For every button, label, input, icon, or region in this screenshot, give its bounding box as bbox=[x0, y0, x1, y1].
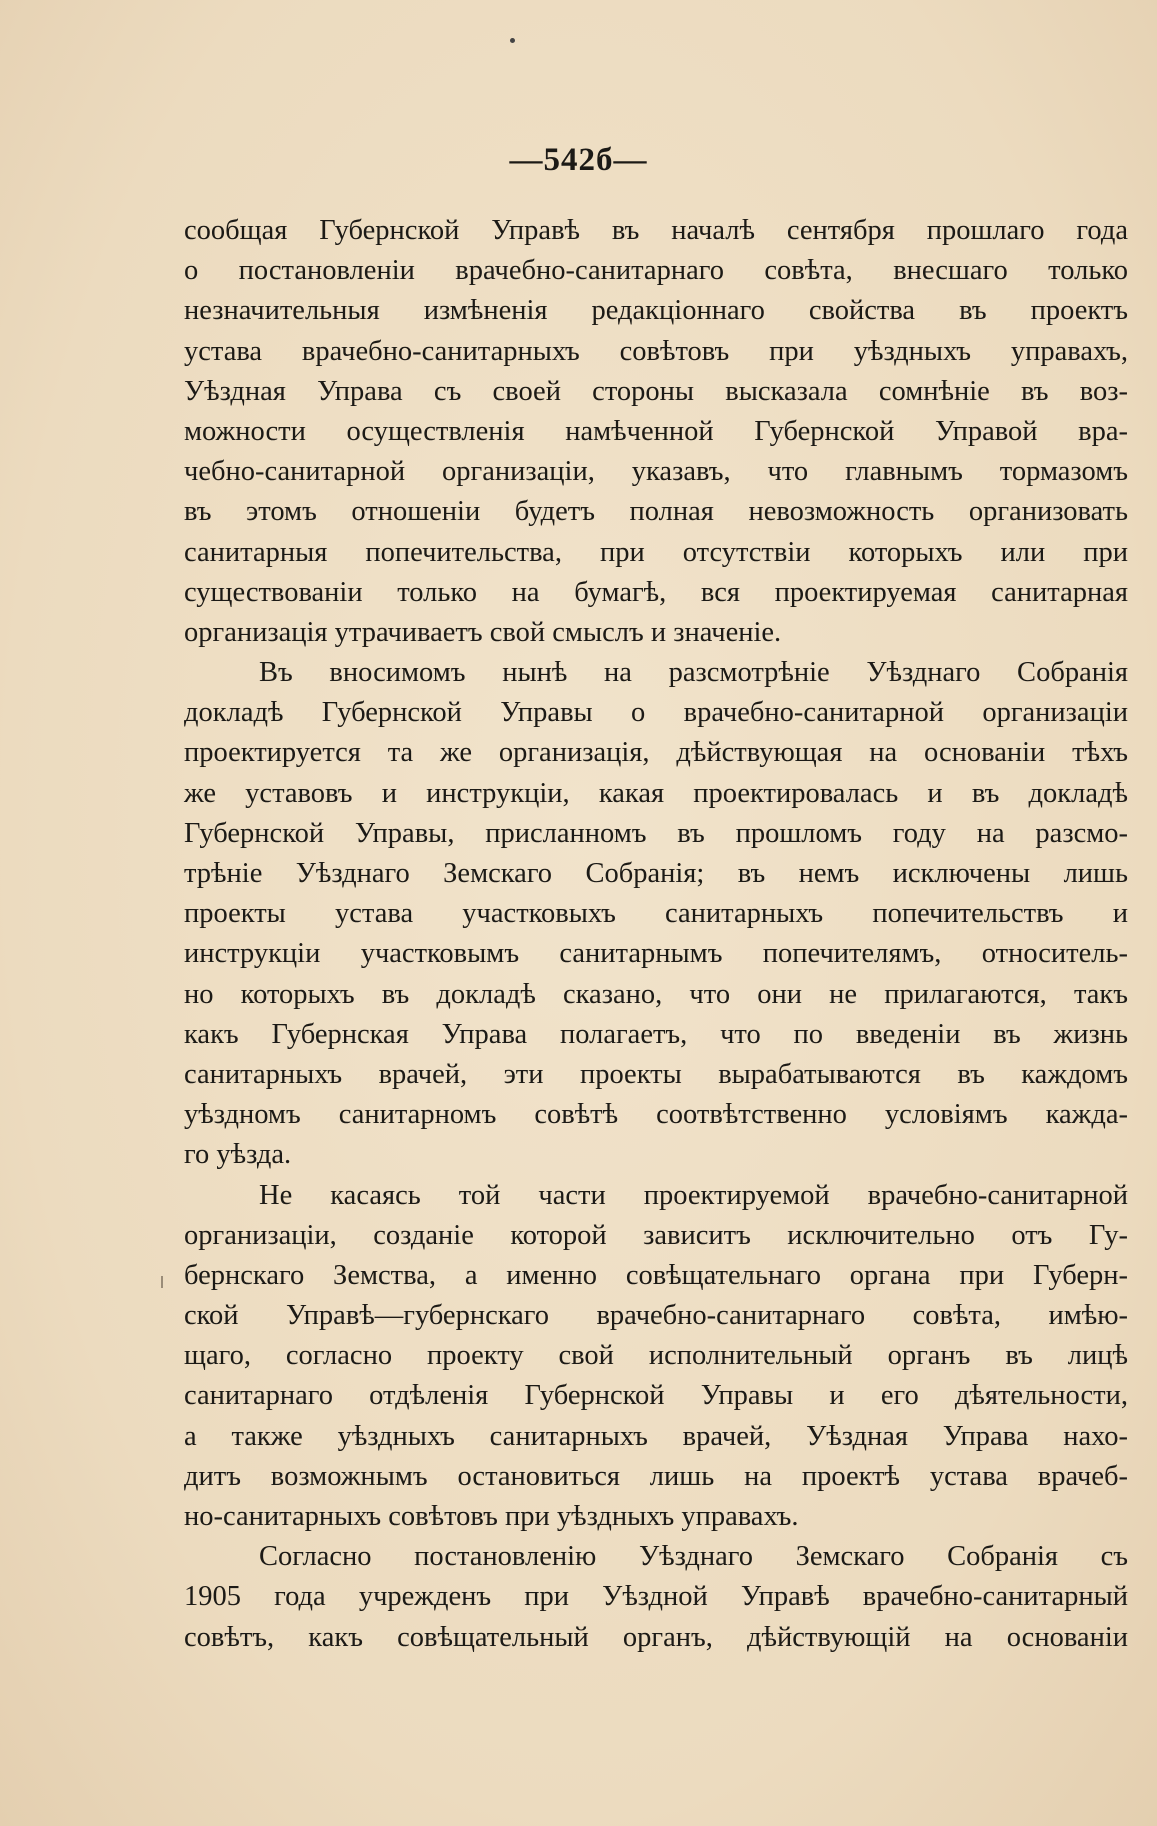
text-line: незначительныя измѣненія редакціоннаго свойства въ проектъ bbox=[184, 295, 1128, 327]
ink-dot bbox=[510, 38, 515, 43]
text-line: въ этомъ отношеніи будетъ полная невозможность организовать bbox=[184, 496, 1128, 528]
text-line: санитарныхъ врачей, эти проекты вырабатываются въ каждомъ bbox=[184, 1058, 1128, 1090]
text-line: чебно-санитарной организаціи, указавъ, что главнымъ тормазомъ bbox=[184, 456, 1128, 488]
text-line: можности осуществленія намѣченной Губернской Управой вра- bbox=[184, 415, 1128, 447]
text-line: сообщая Губернской Управѣ въ началѣ сентября прошлаго года bbox=[184, 215, 1128, 246]
text-line: бернскаго Земства, а именно совѣщательнаго органа при Губерн- bbox=[184, 1259, 1128, 1291]
text-line: какъ Губернская Управа полагаетъ, что по введеніи въ жизнь bbox=[184, 1018, 1128, 1050]
text-line: 1905 года учрежденъ при Уѣздной Управѣ врачебно-санитарный bbox=[184, 1581, 1128, 1613]
text-line: го уѣзда. bbox=[184, 1139, 292, 1171]
text-line: а также уѣздныхъ санитарныхъ врачей, Уѣздная Управа нахо- bbox=[184, 1420, 1128, 1452]
text-line: щаго, согласно проекту свой исполнительный органъ въ лицѣ bbox=[184, 1340, 1128, 1372]
text-line: же уставовъ и инструкціи, какая проектировалась и въ докладѣ bbox=[184, 777, 1128, 809]
text-line: совѣтъ, какъ совѣщательный органъ, дѣйствующій на основаніи bbox=[184, 1621, 1128, 1653]
text-line: уѣздномъ санитарномъ совѣтѣ соотвѣтственно условіямъ кажда- bbox=[184, 1099, 1128, 1131]
text-line: организація утрачиваетъ свой смыслъ и значеніе. bbox=[184, 616, 782, 648]
text-line: ской Управѣ—губернскаго врачебно-санитарнаго совѣта, имѣю- bbox=[184, 1300, 1128, 1332]
body-text bbox=[184, 211, 1128, 1658]
text-line: докладѣ Губернской Управы о врачебно-санитарной организаціи bbox=[184, 697, 1128, 729]
text-line: инструкціи участковымъ санитарнымъ попечителямъ, относитель- bbox=[184, 938, 1128, 970]
text-line: санитарныя попечительства, при отсутствіи которыхъ или при bbox=[184, 536, 1128, 568]
text-line: Согласно постановленію Уѣзднаго Земскаго Собранія съ bbox=[259, 1541, 1128, 1573]
page-number: —542б— bbox=[509, 142, 648, 178]
text-line: санитарнаго отдѣленія Губернской Управы и его дѣятельности, bbox=[184, 1380, 1128, 1412]
text-line: проекты устава участковыхъ санитарныхъ попечительствъ и bbox=[184, 898, 1128, 930]
text-line: но-санитарныхъ совѣтовъ при уѣздныхъ управахъ. bbox=[184, 1501, 799, 1532]
text-line: Губернской Управы, присланномъ въ прошломъ году на разсмо- bbox=[184, 817, 1128, 849]
text-line: Уѣздная Управа съ своей стороны высказала сомнѣніе въ воз- bbox=[184, 375, 1128, 407]
text-line: Не касаясь той части проектируемой врачебно-санитарной bbox=[259, 1179, 1128, 1211]
text-line: о постановленіи врачебно-санитарнаго совѣта, внесшаго только bbox=[184, 255, 1128, 287]
text-line: трѣніе Уѣзднаго Земскаго Собранія; въ немъ исключены лишь bbox=[184, 858, 1128, 889]
margin-mark bbox=[161, 1276, 163, 1288]
text-line: устава врачебно-санитарныхъ совѣтовъ при уѣздныхъ управахъ, bbox=[184, 335, 1128, 367]
text-line: проектируется та же организація, дѣйствующая на основаніи тѣхъ bbox=[184, 737, 1128, 769]
text-line: дитъ возможнымъ остановиться лишь на проектѣ устава врачеб- bbox=[184, 1460, 1128, 1492]
text-line: Въ вносимомъ нынѣ на разсмотрѣніе Уѣзднаго Собранія bbox=[259, 657, 1128, 689]
text-line: существованіи только на бумагѣ, вся проектируемая санитарная bbox=[184, 576, 1128, 608]
text-line: но которыхъ въ докладѣ сказано, что они не прилагаются, такъ bbox=[184, 978, 1128, 1010]
text-line: организаціи, созданіе которой зависитъ исключительно отъ Гу- bbox=[184, 1219, 1128, 1251]
